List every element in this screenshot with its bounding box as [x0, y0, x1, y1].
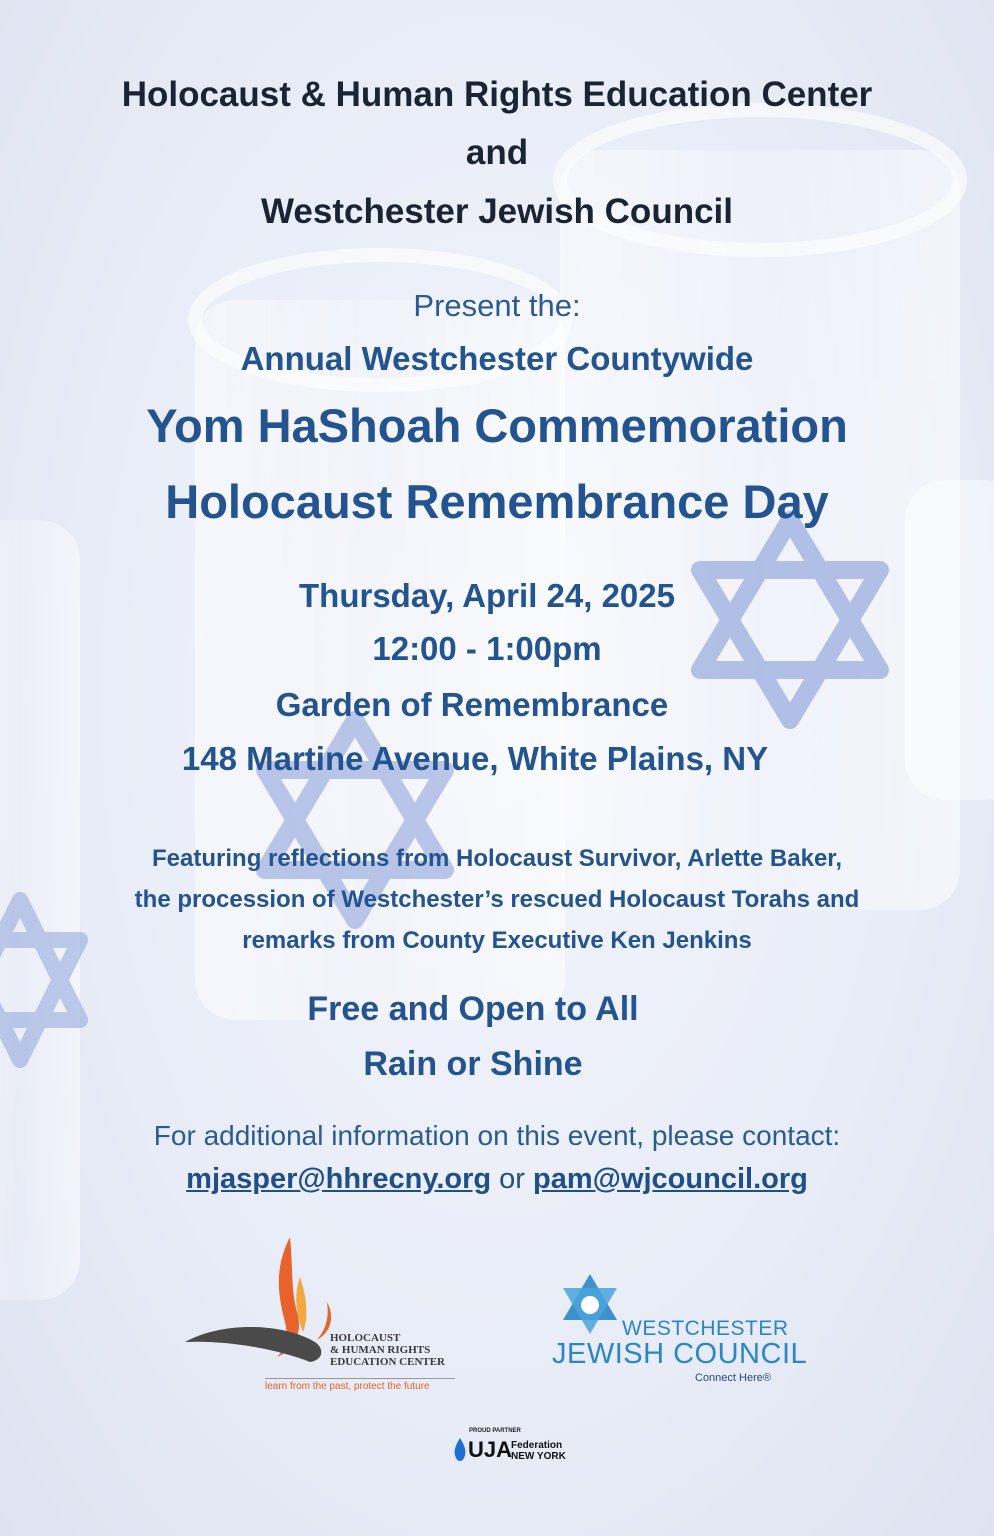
- wjc-logo-line-1: WESTCHESTER: [622, 1317, 789, 1340]
- wjc-logo: [550, 1270, 808, 1390]
- hhrec-logo: [185, 1232, 455, 1397]
- featuring-line-2: the procession of Westchester’s rescued Holocaust Torahs and: [134, 886, 860, 913]
- present-line: Present the:: [413, 288, 581, 323]
- uja-logo: [453, 1428, 566, 1470]
- email-separator: or: [499, 1163, 525, 1195]
- featuring-line-3: remarks from County Executive Ken Jenkins: [242, 927, 752, 954]
- uja-logo-mark: UJA: [468, 1437, 513, 1462]
- host-org-2: Westchester Jewish Council: [260, 192, 733, 231]
- wjc-logo-tagline: Connect Here®: [695, 1372, 771, 1384]
- uja-logo-label: PROUD PARTNER: [469, 1428, 521, 1434]
- contact-emails: [0, 1163, 994, 1196]
- event-venue: Garden of Remembrance: [275, 686, 669, 723]
- event-address: 148 Martine Avenue, White Plains, NY: [181, 740, 769, 777]
- contact-prompt: For additional information on this event, please contact:: [153, 1120, 841, 1151]
- hhrec-logo-line-1: HOLOCAUST: [330, 1332, 401, 1344]
- hhrec-logo-line-2: & HUMAN RIGHTS: [330, 1344, 431, 1356]
- admission-line-2: Rain or Shine: [363, 1045, 583, 1083]
- host-conjunction: and: [465, 133, 529, 172]
- uja-logo-line-2: NEW YORK: [511, 1451, 566, 1462]
- hhrec-logo-tagline: learn from the past, protect the future: [265, 1381, 430, 1392]
- hhrec-logo-line-3: EDUCATION CENTER: [330, 1356, 446, 1368]
- star-of-david-icon: [555, 1270, 625, 1340]
- host-org-1: Holocaust & Human Rights Education Center: [121, 75, 873, 114]
- admission-line-1: Free and Open to All: [307, 990, 639, 1028]
- event-title-2: Holocaust Remembrance Day: [165, 475, 829, 528]
- event-title-1: Yom HaShoah Commemoration: [146, 399, 848, 452]
- event-series: Annual Westchester Countywide: [240, 340, 754, 377]
- email-link-hhrec[interactable]: mjasper@hhrecny.org: [186, 1163, 492, 1195]
- flame-icon: [185, 1232, 455, 1397]
- uja-logo-line-1: Federation: [511, 1440, 563, 1451]
- email-link-wjc[interactable]: pam@wjcouncil.org: [533, 1163, 808, 1195]
- featuring-line-1: Featuring reflections from Holocaust Survivor, Arlette Baker,: [152, 845, 842, 872]
- wjc-logo-line-2: JEWISH COUNCIL: [552, 1338, 808, 1370]
- event-date: Thursday, April 24, 2025: [299, 577, 675, 614]
- uja-flame-icon: [453, 1438, 467, 1464]
- event-time: 12:00 - 1:00pm: [372, 630, 602, 667]
